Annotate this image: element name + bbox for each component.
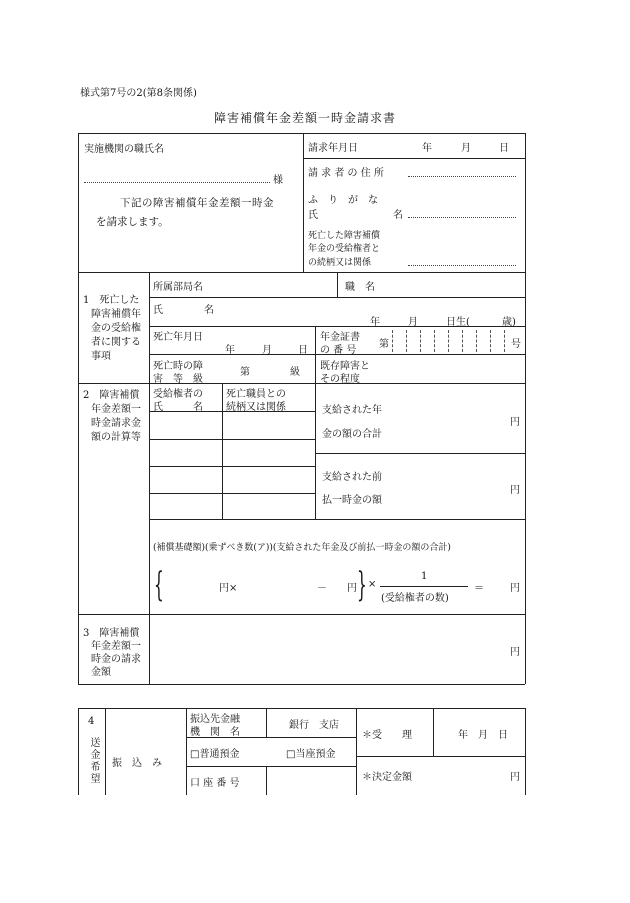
address-field[interactable] — [408, 176, 516, 177]
formula-equals: ＝ — [474, 583, 484, 594]
sec3-label-1: 3 障害補償 — [83, 628, 140, 639]
formula-yen-times: 円× — [219, 583, 238, 594]
cert-label-2: の 番 号 — [320, 345, 357, 356]
sec3-label-3: 時金の請求 — [91, 654, 141, 665]
relation-label-1: 死亡した障害補償 — [308, 231, 381, 241]
relationship-header-1: 死亡職員との — [226, 389, 286, 400]
sec2-label-3: 時金請求金 — [91, 418, 141, 429]
right-brace: } — [357, 565, 367, 605]
beneficiary-name-header-2: 氏 名 — [153, 402, 203, 413]
sama-label: 様 — [273, 175, 283, 186]
job-label: 職 名 — [345, 282, 375, 293]
date-day: 日 — [499, 143, 509, 154]
cert-label-1: 年金証書 — [320, 332, 360, 343]
birth-age: 歳) — [502, 317, 516, 328]
cert-go: 号 — [511, 339, 521, 350]
formula-times: × — [368, 579, 377, 590]
existing-label-1: 既存障害と — [320, 361, 370, 372]
name-field[interactable] — [408, 217, 516, 218]
sec3-label-4: 金額 — [91, 667, 111, 678]
formula-result-yen: 円 — [510, 583, 520, 594]
birth-day: 日生( — [446, 317, 470, 328]
transfer-label: 振 込 み — [112, 758, 162, 769]
left-brace: { — [154, 565, 164, 605]
dept-label: 所属部局名 — [153, 282, 203, 293]
relationship-header-2: 続柄又は関係 — [226, 402, 286, 413]
grade-kyu: 級 — [290, 367, 300, 378]
relation-label-3: の続柄又は関係 — [308, 258, 372, 268]
formula-minus: － — [317, 583, 327, 594]
account-number-label: 口 座 番 号 — [190, 778, 240, 789]
paid-advance-label-2: 払一時金の額 — [322, 495, 382, 506]
receipt-label: ＊受 理 — [362, 730, 412, 741]
grade-label-1: 死亡時の障 — [153, 361, 203, 372]
current-deposit-checkbox[interactable]: □当座預金 — [286, 749, 336, 760]
paid-pension-yen: 円 — [510, 417, 520, 428]
formula-numerator: 1 — [421, 571, 428, 582]
receipt-date: 年 月 日 — [458, 730, 508, 741]
death-day: 日 — [298, 345, 308, 356]
claim-amount-yen: 円 — [510, 647, 520, 658]
death-date-label: 死亡年月日 — [153, 332, 203, 343]
name-label-b: 名 — [393, 210, 403, 221]
request-date-label: 請求年月日 — [308, 143, 358, 154]
sec4-number: 4 — [88, 716, 95, 727]
name-label-a: 氏 — [308, 210, 318, 221]
formula-caption: (補償基礎額)(乗ずべき数(ア))(支給された年金及び前払一時金の額の合計) — [153, 543, 451, 553]
birth-year: 年 — [370, 317, 380, 328]
paid-advance-label-1: 支給された前 — [322, 472, 382, 483]
grade-dai: 第 — [240, 367, 250, 378]
sec1-label-4: 者に関する — [91, 337, 141, 348]
decided-amount-yen: 円 — [510, 772, 520, 783]
request-text-1: 下記の障害補償年金差額一時金 — [120, 197, 274, 209]
beneficiary-name-header-1: 受給権者の — [153, 389, 203, 400]
decided-amount-label: ＊決定金額 — [362, 772, 412, 783]
sec1-label-2: 障害補償年 — [91, 309, 141, 320]
birth-month: 月 — [408, 317, 418, 328]
bank-label-1: 振込先金融 — [190, 714, 240, 725]
ordinary-deposit-checkbox[interactable]: □普通預金 — [190, 749, 240, 760]
bank-label-2: 機 関 名 — [190, 727, 240, 738]
formula-denominator: (受給権者の数) — [381, 593, 449, 604]
formula-yen: 円 — [347, 583, 357, 594]
death-month: 月 — [262, 345, 272, 356]
deceased-name-a: 氏 — [153, 305, 163, 316]
sec3-label-2: 年金差額一 — [91, 641, 141, 652]
form-title: 障害補償年金差額一時金請求書 — [214, 111, 397, 125]
date-month: 月 — [461, 143, 471, 154]
request-text-2: を請求します。 — [96, 216, 169, 228]
sec1-label-5: 事項 — [91, 351, 111, 362]
paid-advance-yen: 円 — [510, 485, 520, 496]
bank-branch-label: 銀行 支店 — [289, 720, 339, 731]
existing-label-2: その程度 — [320, 374, 360, 385]
sec1-label-1: 1 死亡した — [83, 295, 140, 306]
death-year: 年 — [225, 345, 235, 356]
org-name-field[interactable] — [84, 182, 270, 183]
grade-label-2: 害 等 級 — [153, 374, 203, 385]
sec1-label-3: 金の受給権 — [91, 323, 141, 334]
date-year: 年 — [422, 143, 432, 154]
fraction-bar — [380, 586, 468, 587]
form-number: 様式第7号の2(第8条関係) — [80, 88, 197, 99]
org-label: 実施機関の職氏名 — [84, 144, 164, 155]
paid-pension-label-1: 支給された年 — [322, 405, 382, 416]
cert-dai: 第 — [379, 339, 389, 350]
sec4-remittance-label: 送金希望 — [88, 737, 99, 785]
furigana-label: ふ り が な — [308, 195, 378, 206]
relation-label-2: 年金の受給権者と — [308, 244, 381, 254]
sec2-label-2: 年金差額一 — [91, 404, 141, 415]
deceased-name-b: 名 — [204, 305, 214, 316]
sec2-label-1: 2 障害補償 — [83, 390, 140, 401]
paid-pension-label-2: 金の額の合計 — [322, 429, 382, 440]
sec2-label-4: 額の計算等 — [91, 432, 141, 443]
relation-field[interactable] — [408, 265, 516, 266]
address-label: 請 求 者 の 住 所 — [308, 168, 384, 179]
